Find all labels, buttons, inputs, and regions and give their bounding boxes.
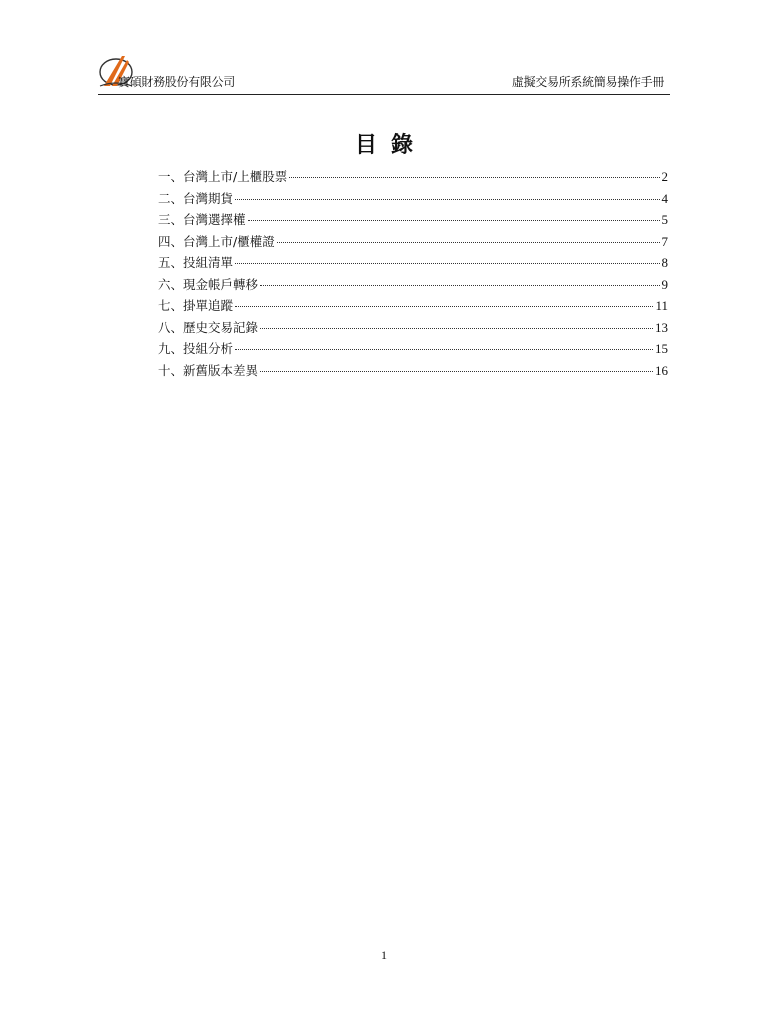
toc-entry[interactable] bbox=[158, 317, 668, 339]
toc-heading: 目錄 bbox=[354, 133, 427, 158]
toc-entry[interactable] bbox=[158, 360, 668, 382]
toc-entry-page: 8 bbox=[661, 255, 668, 270]
page-number: 1 bbox=[381, 948, 387, 962]
document-title: 虛擬交易所系統簡易操作手冊 bbox=[511, 75, 664, 89]
toc-leader-dots bbox=[235, 306, 653, 307]
toc-entry[interactable] bbox=[158, 295, 668, 317]
toc-leader-dots bbox=[260, 371, 653, 372]
toc-leader-dots bbox=[260, 328, 653, 329]
toc-entry[interactable] bbox=[158, 338, 668, 360]
toc-entry-page: 4 bbox=[661, 190, 668, 206]
toc-entry-page: 7 bbox=[661, 233, 668, 249]
toc-entry-label: 一、台灣上市/上櫃股票 bbox=[158, 169, 288, 184]
toc-entry-label: 三、台灣選擇權 bbox=[158, 212, 246, 227]
toc-entry-page: 16 bbox=[655, 362, 668, 378]
toc-entry[interactable] bbox=[158, 188, 668, 210]
toc-entry[interactable] bbox=[158, 166, 668, 188]
toc-entry[interactable] bbox=[158, 252, 668, 274]
toc-entry-label: 六、現金帳戶轉移 bbox=[158, 276, 259, 292]
company-name: 寶碩財務股份有限公司 bbox=[118, 75, 236, 89]
toc-entry-label: 四、台灣上市/櫃權證 bbox=[158, 233, 275, 249]
toc-entry-page: 13 bbox=[655, 319, 668, 335]
toc-entry-label: 七、掛單追蹤 bbox=[158, 298, 234, 313]
table-of-contents bbox=[158, 166, 668, 381]
toc-leader-dots bbox=[235, 349, 653, 350]
toc-leader-dots bbox=[289, 177, 659, 178]
toc-entry-label: 二、台灣期貨 bbox=[158, 190, 234, 206]
toc-entry-page: 15 bbox=[655, 341, 668, 356]
toc-entry[interactable] bbox=[158, 274, 668, 296]
toc-leader-dots bbox=[260, 285, 659, 286]
toc-entry-page: 5 bbox=[661, 212, 668, 227]
toc-entry-label: 八、歷史交易記錄 bbox=[158, 319, 259, 335]
page-header bbox=[98, 50, 670, 95]
toc-entry[interactable] bbox=[158, 231, 668, 253]
toc-entry-page: 11 bbox=[655, 298, 668, 313]
toc-entry-label: 十、新舊版本差異 bbox=[158, 362, 259, 378]
toc-leader-dots bbox=[235, 263, 659, 264]
toc-entry-page: 2 bbox=[661, 169, 668, 184]
toc-entry-label: 九、投組分析 bbox=[158, 341, 234, 356]
toc-leader-dots bbox=[235, 199, 659, 200]
toc-entry-label: 五、投組清單 bbox=[158, 255, 234, 270]
toc-leader-dots bbox=[248, 220, 660, 221]
toc-entry-page: 9 bbox=[661, 276, 668, 292]
toc-leader-dots bbox=[277, 242, 660, 243]
toc-entry[interactable] bbox=[158, 209, 668, 231]
